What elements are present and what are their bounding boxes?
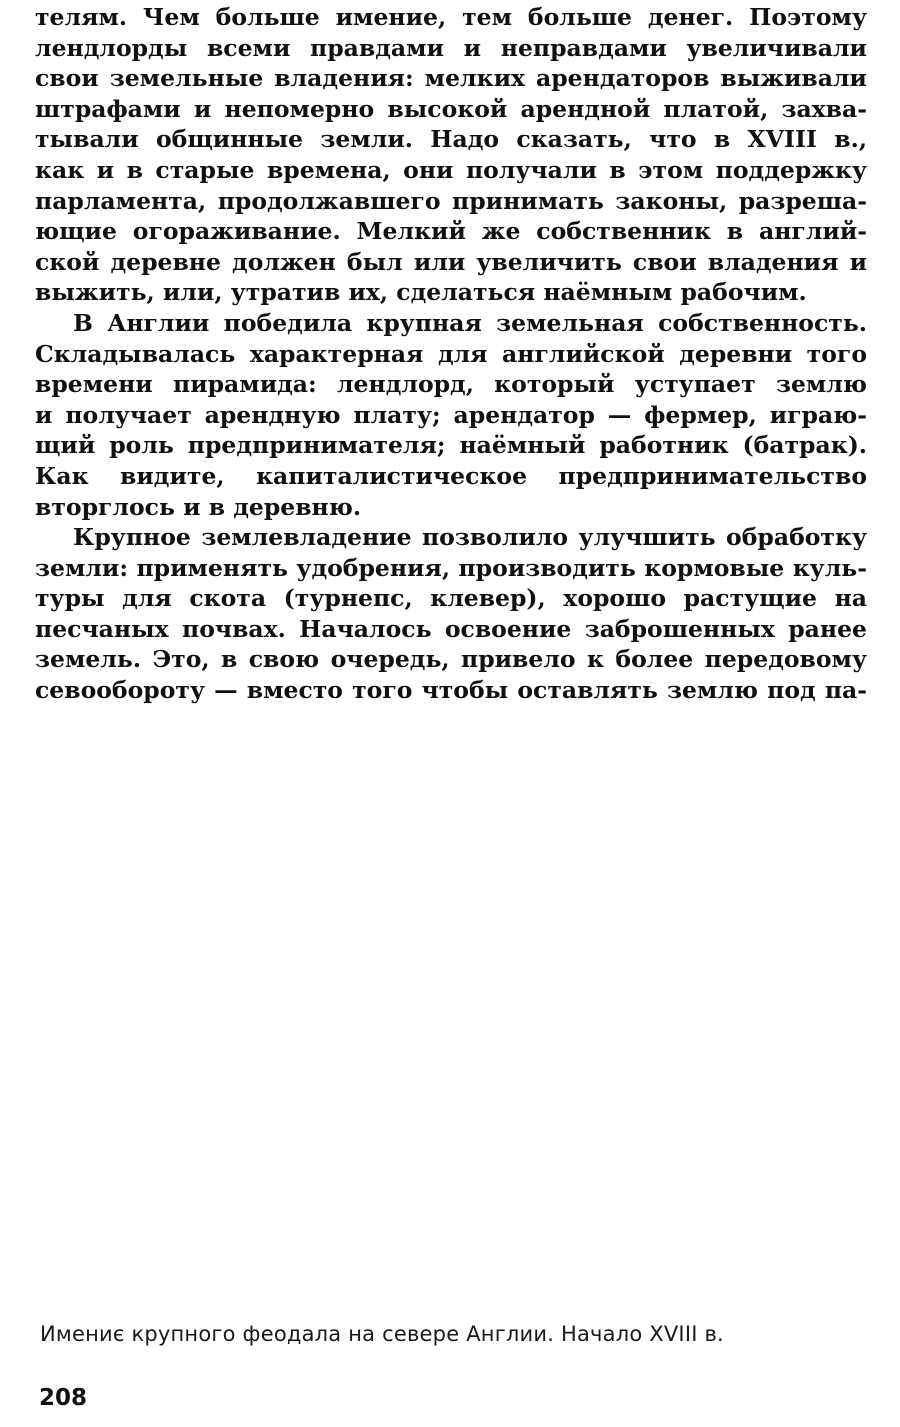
text-line: туры для скота (турнепс, клевер), хорошо растущие на [35, 584, 867, 613]
figure-caption: Имениє крупного феодала на севере Англии. Начало XVIII в. [40, 1322, 724, 1346]
text-line: земель. Это, в свою очередь, привело к более передовому [35, 645, 867, 674]
text-line: ющие огораживание. Мелкий же собственник в англий- [35, 217, 867, 246]
text-line: В Англии победила крупная земельная собственность. [73, 308, 867, 337]
page-number: 208 [39, 1385, 88, 1411]
text-line: вторглось и в деревню. [35, 492, 362, 521]
text-line: свои земельные владения: мелких арендаторов выживали [35, 64, 867, 93]
text-line: времени пирамида: лендлорд, который уступает землю [35, 370, 867, 399]
text-line: тывали общинные земли. Надо сказать, что в XVIII в., [35, 125, 867, 154]
text-line: Складывалась характерная для английской деревни того [35, 339, 867, 368]
illustration-placeholder [35, 718, 867, 1308]
text-line: парламента, продолжавшего принимать законы, разреша- [35, 186, 867, 215]
text-line: севообороту — вместо того чтобы оставлять землю под па- [35, 676, 867, 705]
text-line: земли: применять удобрения, производить кормовые куль- [35, 553, 867, 582]
text-line: штрафами и непомерно высокой арендной платой, захва- [35, 94, 867, 123]
text-line: лендлорды всеми правдами и неправдами увеличивали [35, 33, 867, 62]
text-line: телям. Чем больше имение, тем больше денег. Поэтому [35, 3, 867, 31]
text-line: ской деревне должен был или увеличить свои владения и [35, 247, 867, 276]
body-text [35, 2, 867, 706]
text-line: и получает арендную плату; арендатор — фермер, играю- [35, 400, 867, 429]
text-line: Как видите, капиталистическое предпринимательство [35, 461, 867, 490]
text-line: выжить, или, утратив их, сделаться наёмным рабочим. [35, 278, 807, 307]
text-line: как и в старые времена, они получали в этом поддержку [35, 155, 867, 184]
text-line: щий роль предпринимателя; наёмный работник (батрак). [35, 431, 867, 460]
text-line: Крупное землевладение позволило улучшить обработку [73, 523, 867, 552]
text-line: песчаных почвах. Началось освоение заброшенных ранее [35, 614, 867, 643]
